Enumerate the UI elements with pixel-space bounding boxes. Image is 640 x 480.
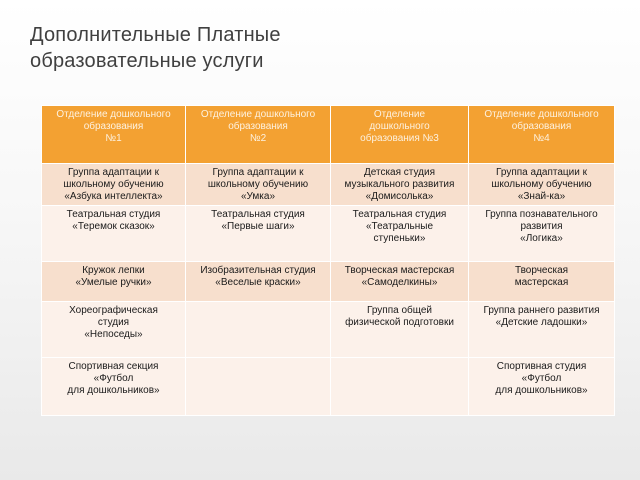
table-cell: Группа познавательного развития «Логика»: [469, 206, 615, 262]
slide-title-line2: образовательные услуги: [30, 50, 264, 72]
table-cell: Спортивная студия «Футбол для дошкольников»: [469, 358, 615, 416]
table-cell: [331, 358, 469, 416]
table-cell: Кружок лепки «Умелые ручки»: [42, 262, 186, 302]
table-cell: Группа раннего развития «Детские ладошки»: [469, 302, 615, 358]
slide-title-line1: Дополнительные Платные: [30, 24, 281, 46]
table-cell: Группа общей физической подготовки: [331, 302, 469, 358]
table-cell: Театральная студия «Теремок сказок»: [42, 206, 186, 262]
table-cell: Театральная студия «Театральные ступеньки»: [331, 206, 469, 262]
slide-title: [30, 22, 590, 74]
table-cell: Спортивная секция «Футбол для дошкольников»: [42, 358, 186, 416]
table-cell: Творческая мастерская «Самоделкины»: [331, 262, 469, 302]
header-dept-2: Отделение дошкольного образования №2: [186, 106, 331, 164]
table-cell: Изобразительная студия «Веселые краски»: [186, 262, 331, 302]
table-header-row: [42, 106, 615, 164]
table-row: [42, 358, 615, 416]
table-cell: [186, 302, 331, 358]
table-cell: Детская студия музыкального развития «Домисолька»: [331, 164, 469, 206]
table-cell: Хореографическая студия «Непоседы»: [42, 302, 186, 358]
table-cell: [186, 358, 331, 416]
table-cell: Группа адаптации к школьному обучению «Азбука интеллекта»: [42, 164, 186, 206]
table-row: [42, 164, 615, 206]
table-row: [42, 206, 615, 262]
table-row: [42, 302, 615, 358]
table-cell: Группа адаптации к школьному обучению «Знай-ка»: [469, 164, 615, 206]
header-dept-3: Отделение дошкольного образования №3: [331, 106, 469, 164]
header-dept-4: Отделение дошкольного образования №4: [469, 106, 615, 164]
services-table: [41, 105, 615, 416]
table-cell: Творческая мастерская: [469, 262, 615, 302]
table-cell: Театральная студия «Первые шаги»: [186, 206, 331, 262]
header-dept-1: Отделение дошкольного образования №1: [42, 106, 186, 164]
table-row: [42, 262, 615, 302]
table-cell: Группа адаптации к школьному обучению «Умка»: [186, 164, 331, 206]
